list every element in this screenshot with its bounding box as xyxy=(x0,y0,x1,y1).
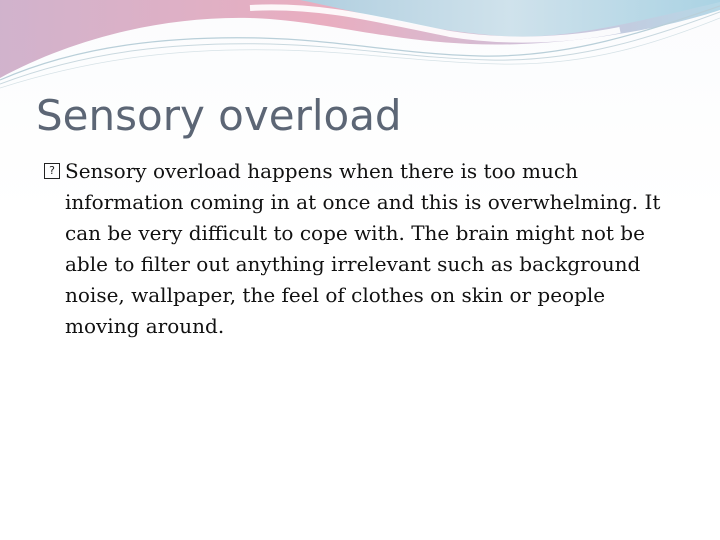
slide-body xyxy=(44,156,674,342)
slide-title: Sensory overload xyxy=(36,91,402,140)
bullet-item xyxy=(44,156,674,342)
missing-glyph-bullet-icon: ? xyxy=(44,163,60,179)
bullet-text: Sensory overload happens when there is too much information coming in at once and this is overwhelming. It can be very difficult to cope with. The brain might not be able to filter out anything irrelevant such as background noise, wallpaper, the feel of clothes on skin or people moving around. xyxy=(65,159,661,338)
header-wave-decoration xyxy=(0,0,720,90)
